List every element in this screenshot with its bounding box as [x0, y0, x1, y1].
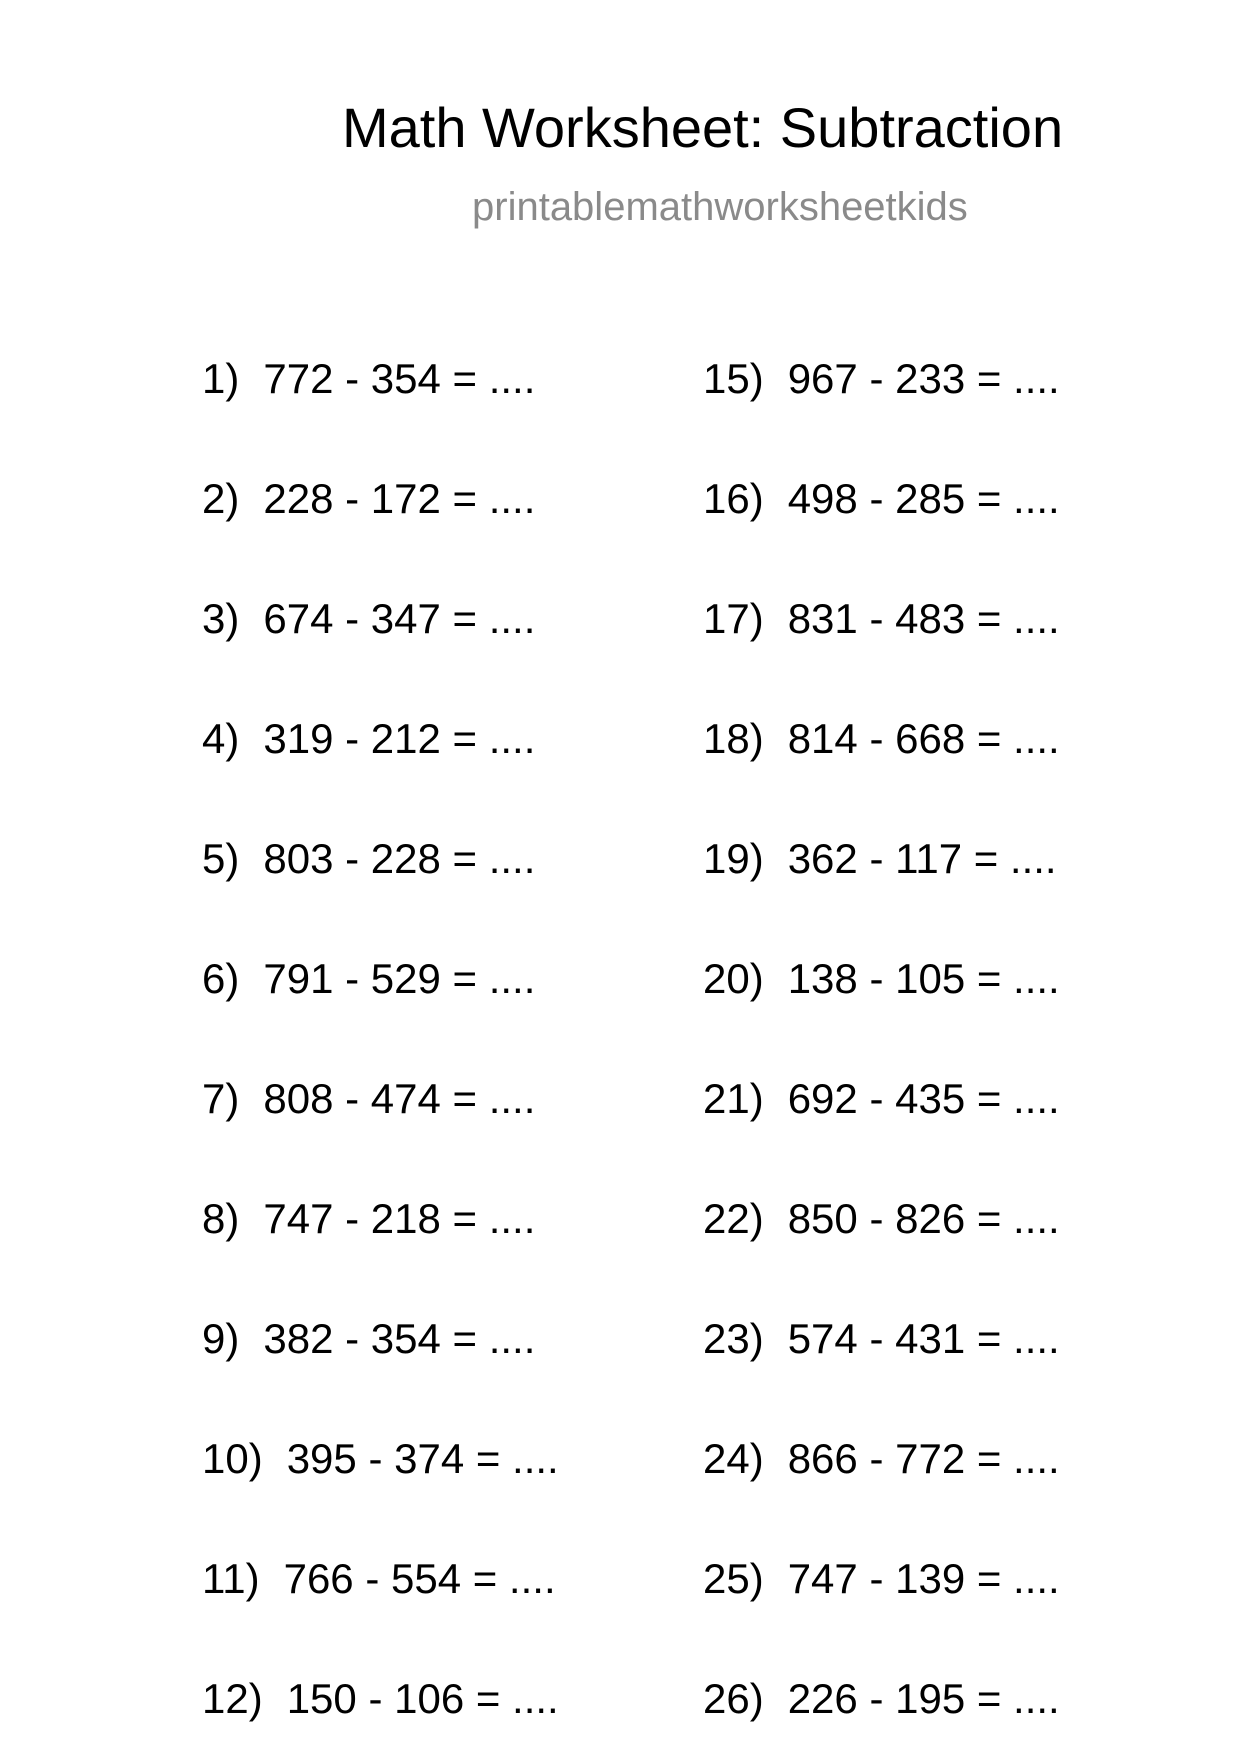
problem-2 [202, 475, 536, 522]
problem-expression: 138 - 105 = .... [787, 955, 1060, 1002]
problem-expression: 674 - 347 = .... [263, 595, 536, 642]
problem-23 [703, 1315, 1060, 1362]
problem-expression: 382 - 354 = .... [263, 1315, 536, 1362]
problem-expression: 747 - 139 = .... [787, 1555, 1060, 1602]
problem-expression: 866 - 772 = .... [787, 1435, 1060, 1482]
problem-4 [202, 715, 536, 762]
problem-3 [202, 595, 536, 642]
problem-number: 20) [703, 955, 764, 1002]
problem-number: 11) [202, 1555, 260, 1602]
problem-expression: 228 - 172 = .... [263, 475, 536, 522]
problem-number: 18) [703, 715, 764, 762]
problem-19 [703, 835, 1057, 882]
problem-expression: 319 - 212 = .... [263, 715, 536, 762]
problem-18 [703, 715, 1060, 762]
problem-25 [703, 1555, 1060, 1602]
problem-9 [202, 1315, 536, 1362]
problem-number: 17) [703, 595, 764, 642]
problem-expression: 766 - 554 = .... [283, 1555, 556, 1602]
problem-16 [703, 475, 1060, 522]
problem-22 [703, 1195, 1060, 1242]
problem-expression: 150 - 106 = .... [286, 1675, 559, 1722]
problem-24 [703, 1435, 1060, 1482]
problem-number: 25) [703, 1555, 764, 1602]
problem-number: 21) [703, 1075, 764, 1122]
problem-17 [703, 595, 1060, 642]
problem-expression: 772 - 354 = .... [263, 355, 536, 402]
problem-expression: 803 - 228 = .... [263, 835, 536, 882]
problem-number: 15) [703, 355, 764, 402]
problem-number: 24) [703, 1435, 764, 1482]
problem-20 [703, 955, 1060, 1002]
problem-expression: 808 - 474 = .... [263, 1075, 536, 1122]
problem-8 [202, 1195, 536, 1242]
problem-7 [202, 1075, 536, 1122]
problem-number: 10) [202, 1435, 263, 1482]
problem-number: 3) [202, 595, 240, 642]
problem-21 [703, 1075, 1060, 1122]
problem-expression: 574 - 431 = .... [787, 1315, 1060, 1362]
problem-expression: 747 - 218 = .... [263, 1195, 536, 1242]
problem-number: 12) [202, 1675, 263, 1722]
problem-number: 9) [202, 1315, 240, 1362]
problem-5 [202, 835, 536, 882]
problem-number: 4) [202, 715, 240, 762]
problem-expression: 831 - 483 = .... [787, 595, 1060, 642]
problem-number: 7) [202, 1075, 240, 1122]
problem-1 [202, 355, 536, 402]
problem-number: 22) [703, 1195, 764, 1242]
problem-number: 16) [703, 475, 764, 522]
problem-6 [202, 955, 536, 1002]
problem-number: 23) [703, 1315, 764, 1362]
problem-expression: 814 - 668 = .... [787, 715, 1060, 762]
problem-number: 2) [202, 475, 240, 522]
page-subtitle: printablemathworksheetkids [472, 185, 968, 229]
problem-expression: 498 - 285 = .... [787, 475, 1060, 522]
problem-12 [202, 1675, 559, 1722]
page-title: Math Worksheet: Subtraction [342, 96, 1064, 159]
problem-number: 26) [703, 1675, 764, 1722]
problem-15 [703, 355, 1060, 402]
problem-expression: 791 - 529 = .... [263, 955, 536, 1002]
problem-expression: 395 - 374 = .... [286, 1435, 559, 1482]
problem-10 [202, 1435, 559, 1482]
problem-expression: 692 - 435 = .... [787, 1075, 1060, 1122]
problem-11 [202, 1555, 556, 1602]
problem-26 [703, 1675, 1060, 1722]
problem-number: 1) [202, 355, 240, 402]
problem-number: 5) [202, 835, 240, 882]
problem-number: 19) [703, 835, 764, 882]
problem-expression: 362 - 117 = .... [787, 835, 1057, 882]
problem-number: 8) [202, 1195, 240, 1242]
problem-expression: 967 - 233 = .... [787, 355, 1060, 402]
problem-number: 6) [202, 955, 240, 1002]
problem-expression: 850 - 826 = .... [787, 1195, 1060, 1242]
problem-expression: 226 - 195 = .... [787, 1675, 1060, 1722]
